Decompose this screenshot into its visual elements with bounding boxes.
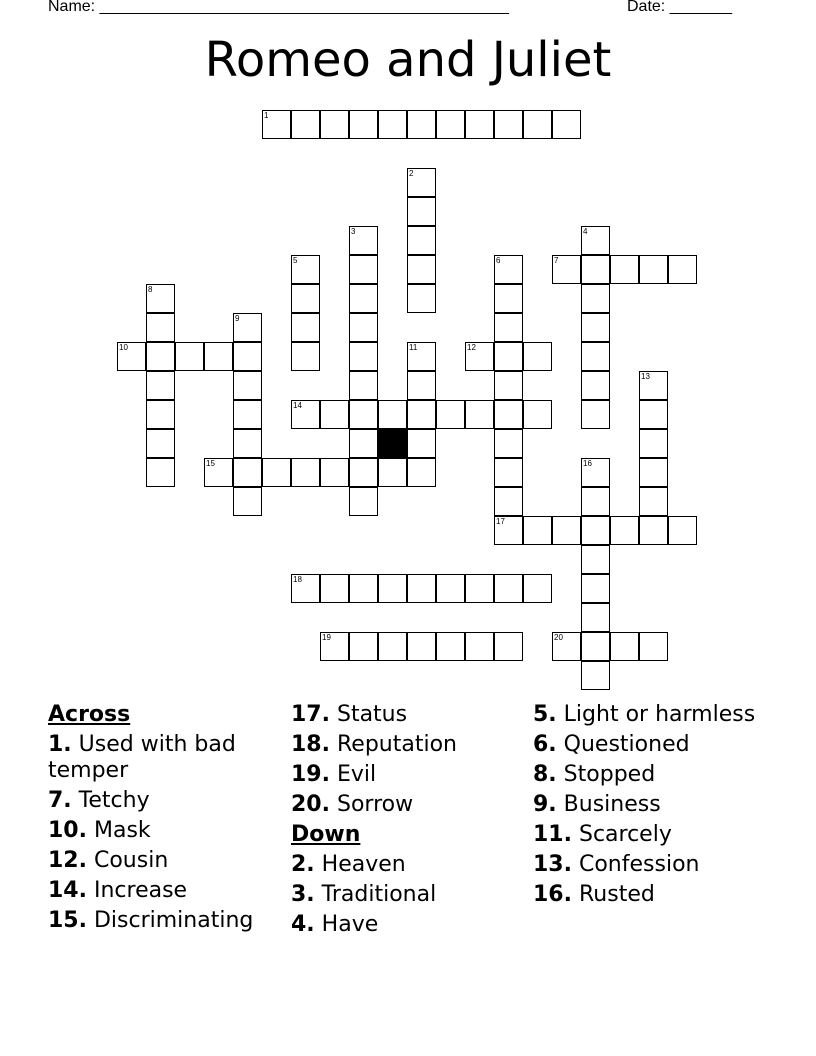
grid-cell[interactable] — [581, 661, 610, 690]
grid-cell[interactable] — [494, 284, 523, 313]
grid-cell[interactable] — [552, 632, 581, 661]
clue-column-3 — [533, 702, 769, 912]
grid-cell[interactable] — [523, 342, 552, 371]
grid-cell[interactable] — [610, 255, 639, 284]
clue-number-label: 17 — [496, 517, 505, 526]
grid-cell[interactable] — [407, 458, 436, 487]
grid-cell[interactable] — [668, 516, 697, 545]
clue-number-label: 13 — [641, 372, 650, 381]
grid-cell[interactable] — [494, 429, 523, 458]
grid-cell[interactable] — [610, 632, 639, 661]
grid-cell[interactable] — [407, 226, 436, 255]
grid-cell[interactable] — [378, 574, 407, 603]
grid-cell[interactable] — [494, 487, 523, 516]
grid-cell-black — [378, 429, 407, 458]
grid-cell[interactable] — [494, 574, 523, 603]
grid-cell[interactable] — [494, 255, 523, 284]
grid-cell[interactable] — [581, 342, 610, 371]
clue-number-label: 15 — [206, 459, 215, 468]
clue-number-label: 9 — [235, 314, 240, 323]
grid-cell[interactable] — [349, 487, 378, 516]
name-line: Name: ______________________________________________ — [48, 0, 509, 15]
grid-cell[interactable] — [639, 516, 668, 545]
grid-cell[interactable] — [436, 632, 465, 661]
grid-cell[interactable] — [494, 458, 523, 487]
grid-cell[interactable] — [523, 110, 552, 139]
grid-cell[interactable] — [465, 574, 494, 603]
clue-number-label: 14 — [293, 401, 302, 410]
grid-cell[interactable] — [552, 516, 581, 545]
clue-across-17: 17. Status — [291, 702, 408, 727]
across-heading: Across — [48, 702, 131, 727]
clue-down-11: 11. Scarcely — [533, 822, 672, 847]
grid-cell[interactable] — [378, 110, 407, 139]
grid-cell[interactable] — [233, 458, 262, 487]
clue-number-label: 6 — [496, 256, 501, 265]
grid-cell[interactable] — [349, 313, 378, 342]
grid-cell[interactable] — [639, 487, 668, 516]
grid-cell[interactable] — [349, 429, 378, 458]
clue-across-19: 19. Evil — [291, 762, 377, 787]
grid-cell[interactable] — [233, 313, 262, 342]
clue-down-5: 5. Light or harmless — [533, 702, 756, 727]
grid-cell[interactable] — [523, 400, 552, 429]
clue-number-label: 8 — [148, 285, 153, 294]
grid-cell[interactable] — [523, 516, 552, 545]
grid-cell[interactable] — [320, 400, 349, 429]
grid-cell[interactable] — [581, 458, 610, 487]
clue-number-label: 19 — [322, 633, 331, 642]
grid-cell[interactable] — [291, 284, 320, 313]
clue-down-8: 8. Stopped — [533, 762, 656, 787]
grid-cell[interactable] — [581, 487, 610, 516]
grid-cell[interactable] — [465, 400, 494, 429]
clue-down-2: 2. Heaven — [291, 852, 406, 877]
clue-number-label: 20 — [554, 633, 563, 642]
grid-cell[interactable] — [465, 110, 494, 139]
clue-down-9: 9. Business — [533, 792, 661, 817]
grid-cell[interactable] — [378, 458, 407, 487]
clue-number-label: 18 — [293, 575, 302, 584]
clue-across-14: 14. Increase — [48, 878, 188, 903]
grid-cell[interactable] — [552, 255, 581, 284]
grid-cell[interactable] — [407, 255, 436, 284]
grid-cell[interactable] — [378, 632, 407, 661]
grid-cell[interactable] — [233, 487, 262, 516]
grid-cell[interactable] — [436, 574, 465, 603]
clue-number-label: 4 — [583, 227, 588, 236]
grid-cell[interactable] — [349, 284, 378, 313]
clue-number-label: 16 — [583, 459, 592, 468]
clue-number-label: 10 — [119, 343, 128, 352]
grid-cell[interactable] — [581, 313, 610, 342]
grid-cell[interactable] — [494, 632, 523, 661]
grid-cell[interactable] — [146, 400, 175, 429]
clue-number-label: 1 — [264, 111, 269, 120]
grid-cell[interactable] — [494, 313, 523, 342]
grid-cell[interactable] — [639, 400, 668, 429]
grid-cell[interactable] — [581, 226, 610, 255]
grid-cell[interactable] — [407, 284, 436, 313]
grid-cell[interactable] — [146, 458, 175, 487]
grid-cell[interactable] — [233, 371, 262, 400]
grid-cell[interactable] — [436, 400, 465, 429]
grid-cell[interactable] — [349, 110, 378, 139]
grid-cell[interactable] — [581, 371, 610, 400]
down-heading: Down — [291, 822, 361, 847]
grid-cell[interactable] — [146, 342, 175, 371]
grid-cell[interactable] — [262, 110, 291, 139]
grid-cell[interactable] — [407, 400, 436, 429]
grid-cell[interactable] — [349, 255, 378, 284]
date-line: Date: _______ — [627, 0, 732, 15]
clue-across-15: 15. Discriminating — [48, 908, 254, 933]
clue-across-12: 12. Cousin — [48, 848, 169, 873]
grid-cell[interactable] — [581, 545, 610, 574]
grid-cell[interactable] — [291, 574, 320, 603]
grid-cell[interactable] — [436, 110, 465, 139]
grid-cell[interactable] — [407, 429, 436, 458]
grid-cell[interactable] — [494, 342, 523, 371]
grid-cell[interactable] — [349, 371, 378, 400]
grid-cell[interactable] — [465, 342, 494, 371]
grid-cell[interactable] — [494, 110, 523, 139]
grid-cell[interactable] — [465, 632, 494, 661]
grid-cell[interactable] — [349, 458, 378, 487]
clue-number-label: 3 — [351, 227, 356, 236]
grid-cell[interactable] — [349, 342, 378, 371]
clue-down-13: 13. Confession — [533, 852, 700, 877]
clue-number-label: 7 — [554, 256, 559, 265]
clue-across-10: 10. Mask — [48, 818, 151, 843]
grid-cell[interactable] — [233, 400, 262, 429]
grid-cell[interactable] — [349, 226, 378, 255]
grid-cell[interactable] — [581, 255, 610, 284]
grid-cell[interactable] — [146, 313, 175, 342]
grid-cell[interactable] — [610, 516, 639, 545]
grid-cell[interactable] — [581, 400, 610, 429]
grid-cell[interactable] — [320, 632, 349, 661]
clue-number-label: 2 — [409, 169, 414, 178]
clue-across-1: 1. Used with bad temper — [48, 732, 236, 783]
clue-across-20: 20. Sorrow — [291, 792, 414, 817]
grid-cell[interactable] — [291, 313, 320, 342]
grid-cell[interactable] — [494, 516, 523, 545]
grid-cell[interactable] — [639, 632, 668, 661]
clue-down-16: 16. Rusted — [533, 882, 655, 907]
grid-cell[interactable] — [291, 110, 320, 139]
grid-cell[interactable] — [639, 458, 668, 487]
grid-cell[interactable] — [291, 458, 320, 487]
grid-cell[interactable] — [639, 255, 668, 284]
grid-cell[interactable] — [204, 342, 233, 371]
grid-cell[interactable] — [581, 516, 610, 545]
grid-cell[interactable] — [291, 400, 320, 429]
grid-cell[interactable] — [581, 284, 610, 313]
grid-cell[interactable] — [581, 574, 610, 603]
grid-cell[interactable] — [204, 458, 233, 487]
grid-cell[interactable] — [407, 371, 436, 400]
clue-across-18: 18. Reputation — [291, 732, 457, 757]
grid-cell[interactable] — [262, 458, 291, 487]
clue-column-2 — [291, 702, 527, 942]
grid-cell[interactable] — [494, 400, 523, 429]
grid-cell[interactable] — [407, 168, 436, 197]
grid-cell[interactable] — [581, 603, 610, 632]
page-title: Romeo and Juliet — [204, 32, 612, 88]
grid-cell[interactable] — [320, 458, 349, 487]
grid-cell[interactable] — [291, 255, 320, 284]
clue-down-3: 3. Traditional — [291, 882, 437, 907]
grid-cell[interactable] — [320, 110, 349, 139]
grid-cell[interactable] — [581, 632, 610, 661]
clue-down-4: 4. Have — [291, 912, 379, 937]
grid-cell[interactable] — [233, 429, 262, 458]
clue-number-label: 11 — [409, 343, 418, 352]
grid-cell[interactable] — [175, 342, 204, 371]
grid-cell[interactable] — [349, 574, 378, 603]
grid-cell[interactable] — [146, 371, 175, 400]
clue-number-label: 12 — [467, 343, 476, 352]
grid-cell[interactable] — [378, 400, 407, 429]
grid-cell[interactable] — [523, 574, 552, 603]
clue-across-7: 7. Tetchy — [48, 788, 150, 813]
grid-cell[interactable] — [552, 110, 581, 139]
grid-cell[interactable] — [233, 342, 262, 371]
grid-cell[interactable] — [407, 342, 436, 371]
grid-cell[interactable] — [639, 429, 668, 458]
clue-down-6: 6. Questioned — [533, 732, 690, 757]
grid-cell[interactable] — [320, 574, 349, 603]
grid-cell[interactable] — [146, 284, 175, 313]
grid-cell[interactable] — [407, 110, 436, 139]
grid-cell[interactable] — [146, 429, 175, 458]
grid-cell[interactable] — [639, 371, 668, 400]
grid-cell[interactable] — [407, 632, 436, 661]
grid-cell[interactable] — [494, 371, 523, 400]
grid-cell[interactable] — [668, 255, 697, 284]
grid-cell[interactable] — [349, 400, 378, 429]
grid-cell[interactable] — [407, 574, 436, 603]
clue-column-1 — [48, 702, 284, 938]
grid-cell[interactable] — [349, 632, 378, 661]
clue-number-label: 5 — [293, 256, 298, 265]
grid-cell[interactable] — [407, 197, 436, 226]
grid-cell[interactable] — [117, 342, 146, 371]
grid-cell[interactable] — [291, 342, 320, 371]
